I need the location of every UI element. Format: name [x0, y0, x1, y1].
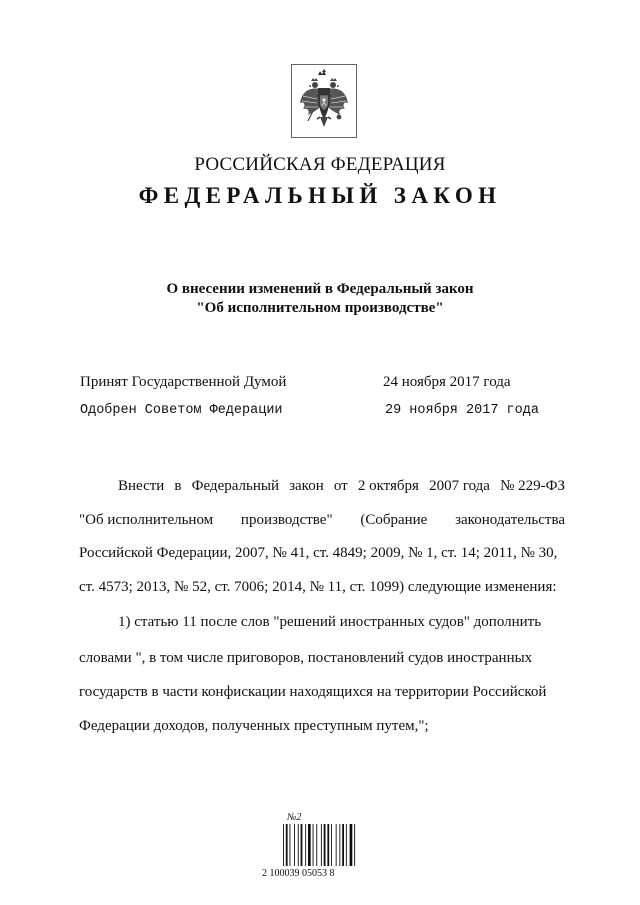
- body-paragraph-2-line-2: словами ", в том числе приговоров, постановлений судов иностранных: [79, 650, 533, 666]
- council-approval-date: 29 ноября 2017 года: [385, 403, 539, 418]
- law-title-line-1: О внесении изменений в Федеральный закон: [166, 281, 474, 297]
- body-paragraph-1-line-4: ст. 4573; 2013, № 52, ст. 7006; 2014, № 11, ст. 1099) следующие изменения:: [79, 579, 557, 595]
- body-paragraph-1-line-2: "Об исполнительном производстве" (Собрание законодательства: [79, 512, 565, 528]
- duma-adoption-date: 24 ноября 2017 года: [383, 374, 511, 390]
- coat-of-arms-frame: [291, 64, 357, 138]
- duma-adoption-label: Принят Государственной Думой: [80, 374, 287, 390]
- law-type-heading: ФЕДЕРАЛЬНЫЙ ЗАКОН: [138, 183, 502, 208]
- barcode-graphic: [283, 824, 357, 866]
- body-paragraph-1-line-3: Российской Федерации, 2007, № 41, ст. 4849; 2009, № 1, ст. 14; 2011, № 30,: [79, 545, 558, 561]
- barcode-number: 2 100039 05053 8: [262, 868, 335, 879]
- body-paragraph-1-line-1: Внести в Федеральный закон от 2 октября 2007 года № 229-ФЗ: [118, 478, 565, 494]
- country-heading: РОССИЙСКАЯ ФЕДЕРАЦИЯ: [194, 154, 446, 175]
- body-paragraph-2-line-4: Федерации доходов, полученных преступным путем,";: [79, 718, 429, 734]
- handwritten-mark: №2: [287, 812, 302, 823]
- barcode-icon: [283, 824, 357, 871]
- body-paragraph-2-line-1: 1) статью 11 после слов "решений иностранных судов" дополнить: [118, 614, 542, 630]
- law-title-line-2: "Об исполнительном производстве": [196, 300, 444, 316]
- double-headed-eagle-icon: [298, 69, 350, 133]
- council-approval-label: Одобрен Советом Федерации: [80, 403, 283, 418]
- body-paragraph-2-line-3: государств в части конфискации находящихся на территории Российской: [79, 684, 547, 700]
